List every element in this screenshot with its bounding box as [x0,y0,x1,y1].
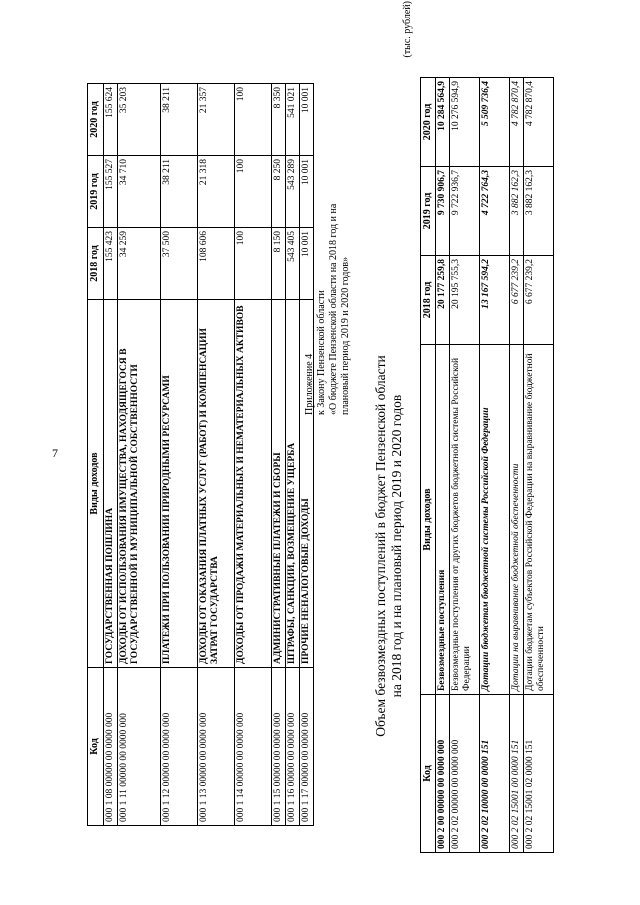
row-2019: 34 710 [118,156,161,228]
row-2019: 155 527 [104,156,118,228]
row-2018: 155 423 [104,228,118,300]
row-code: 000 1 12 00000 00 0000 000 [161,668,198,826]
row-2020: 155 624 [104,84,118,156]
row-2018: 13 167 594,2 [480,256,510,345]
row-2018: 10 001 [300,228,314,300]
row-code: 000 2 02 00000 00 0000 000 [450,695,480,853]
table-row [118,84,161,826]
row-2019: 3 882 162,3 [524,167,554,256]
row-code: 000 1 08 00000 00 0000 000 [104,668,118,826]
row-2019: 543 289 [286,156,300,228]
row-code: 000 1 14 00000 00 0000 000 [235,668,272,826]
row-2018: 20 177 259,8 [436,256,450,345]
header-code: Код [421,695,436,853]
row-name: АДМИНИСТРАТИВНЫЕ ПЛАТЕЖИ И СБОРЫ [272,300,286,668]
row-2019: 21 318 [198,156,235,228]
row-2018: 37 500 [161,228,198,300]
row-2018: 543 405 [286,228,300,300]
table-row [480,78,510,853]
row-2019: 3 882 162,3 [510,167,524,256]
header-2020: 2020 год [88,84,104,156]
header-2020: 2020 год [421,78,436,167]
header-2018: 2018 год [88,228,104,300]
row-2020: 35 203 [118,84,161,156]
row-name: Безвозмездные поступления от других бюджетов бюджетной системы Российской Федерации [450,345,480,695]
row-code: 000 2 02 15001 00 0000 151 [510,695,524,853]
row-code: 000 2 02 10000 00 0000 151 [480,695,510,853]
row-2018: 20 195 755,3 [450,256,480,345]
appendix-law-name: «О бюджете Пензенской области на 2018 год и на [328,203,339,415]
row-2020: 10 276 594,9 [450,78,480,167]
row-2019: 10 001 [300,156,314,228]
row-2019: 9 722 936,7 [450,167,480,256]
row-name: ШТРАФЫ, САНКЦИИ, ВОЗМЕЩЕНИЕ УЩЕРБА [286,300,300,668]
row-2018: 108 606 [198,228,235,300]
header-2018: 2018 год [421,256,436,345]
row-name: Дотации бюджетам субъектов Российской Федерации на выравнивание бюджетной обеспеченности [524,345,554,695]
header-name: Виды доходов [88,300,104,668]
table-row [524,78,554,853]
row-name: ДОХОДЫ ОТ ПРОДАЖИ МАТЕРИАЛЬНЫХ И НЕМАТЕРИАЛЬНЫХ АКТИВОВ [235,300,272,668]
table-row [198,84,235,826]
row-2020: 4 782 870,4 [510,78,524,167]
row-2020: 21 357 [198,84,235,156]
row-2019: 38 211 [161,156,198,228]
table-row [235,84,272,826]
row-2020: 4 782 870,4 [524,78,554,167]
table-row [161,84,198,826]
row-name: Безвозмездные поступления [436,345,450,695]
row-2020: 541 021 [286,84,300,156]
row-code: 000 2 00 00000 00 0000 000 [436,695,450,853]
table-row [104,84,118,826]
row-code: 000 1 16 00000 00 0000 000 [286,668,300,826]
title-line-1: Объем безвозмездных поступлений в бюджет Пензенской области [373,355,388,737]
row-2018: 6 677 239,2 [510,256,524,345]
row-name: Дотации на выравнивание бюджетной обеспеченности [510,345,524,695]
row-2018: 34 259 [118,228,161,300]
row-2020: 5 509 736,4 [480,78,510,167]
row-name: Дотации бюджетам бюджетной системы Российской Федерации [480,345,510,695]
row-name: ДОХОДЫ ОТ ОКАЗАНИЯ ПЛАТНЫХ УСЛУГ (РАБОТ) И КОМПЕНСАЦИИ ЗАТРАТ ГОСУДАРСТВА [198,300,235,668]
header-2019: 2019 год [421,167,436,256]
row-code: 000 1 17 00000 00 0000 000 [300,668,314,826]
table-header-row [88,84,104,826]
row-2018: 100 [235,228,272,300]
row-2019: 100 [235,156,272,228]
table-row [510,78,524,853]
row-name: ПРОЧИЕ НЕНАЛОГОВЫЕ ДОХОДЫ [300,300,314,668]
table-row [286,84,300,826]
units-label: (тыс. рублей) [402,1,413,58]
row-2019: 8 250 [272,156,286,228]
row-2020: 100 [235,84,272,156]
header-code: Код [88,668,104,826]
table-row [450,78,480,853]
row-name: ПЛАТЕЖИ ПРИ ПОЛЬЗОВАНИИ ПРИРОДНЫМИ РЕСУРСАМИ [161,300,198,668]
table-row [272,84,286,826]
row-code: 000 2 02 15001 02 0000 151 [524,695,554,853]
header-2019: 2019 год [88,156,104,228]
row-name: ДОХОДЫ ОТ ИСПОЛЬЗОВАНИЯ ИМУЩЕСТВА, НАХОДЯЩЕГОСЯ В ГОСУДАРСТВЕННОЙ И МУНИЦИПАЛЬНОЙ СОБСТВЕННОСТИ [118,300,161,668]
row-2020: 8 350 [272,84,286,156]
grants-table [420,78,554,853]
document-title [373,266,405,826]
row-2019: 9 730 906,7 [436,167,450,256]
title-line-2: на 2018 год и на плановый период 2019 и 2020 годов [389,394,404,698]
table-row [436,78,450,853]
page-number: 7 [52,446,58,460]
row-name: ГОСУДАРСТВЕННАЯ ПОШЛИНА [104,300,118,668]
row-code: 000 1 15 00000 00 0000 000 [272,668,286,826]
appendix-title: Приложение 4 [304,353,315,415]
row-2020: 10 284 564,9 [436,78,450,167]
row-2019: 4 722 764,3 [480,167,510,256]
appendix-block [304,175,352,415]
row-code: 000 1 13 00000 00 0000 000 [198,668,235,826]
table-header-row [421,78,436,853]
appendix-law-ref: к Закону Пензенской области [316,290,327,415]
row-2018: 8 150 [272,228,286,300]
row-2020: 10 001 [300,84,314,156]
header-name: Виды доходов [421,345,436,695]
row-code: 000 1 11 00000 00 0000 000 [118,668,161,826]
nontax-income-table [87,84,314,826]
row-2018: 6 677 239,2 [524,256,554,345]
row-2020: 38 211 [161,84,198,156]
appendix-law-name-cont: плановый период 2019 и 2020 годов» [340,256,351,415]
